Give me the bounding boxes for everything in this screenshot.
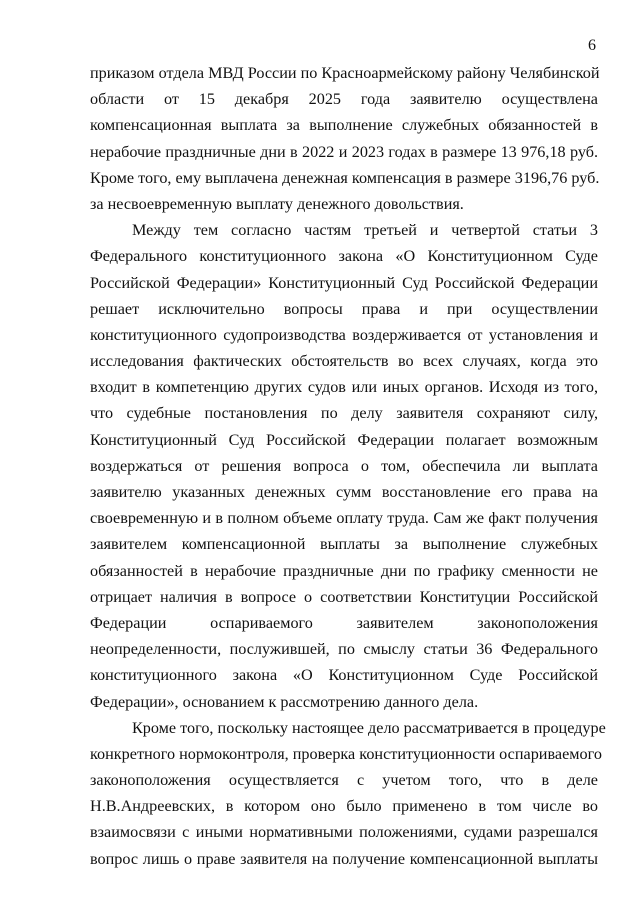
paragraph-2 [90, 217, 598, 715]
text-line: компенсационная выплата за выполнение служебных обязанностей в [90, 116, 598, 135]
text-line: заявителем компенсационной выплаты за выполнение служебных [90, 535, 598, 554]
text-line: Федерального конституционного закона «О Конституционном Суде [90, 247, 598, 266]
text-line: области от 15 декабря 2025 года заявителю осуществлена [90, 90, 598, 109]
text-line: воздержаться от решения вопроса о том, обеспечила ли выплата [90, 456, 598, 475]
text-line: исследования фактических обстоятельств во всех случаях, когда это [90, 352, 598, 371]
page-number: 6 [588, 37, 596, 54]
text-line: входит в компетенцию других судов или иных органов. Исходя из того, [90, 378, 598, 397]
text-line: конкретного нормоконтроля, проверка конституционности оспариваемого [90, 744, 602, 763]
text-line: конституционного судопроизводства воздерживается от установления и [90, 325, 598, 344]
text-line: Федерации», основанием к рассмотрению данного дела. [90, 692, 479, 711]
text-line: Кроме того, поскольку настоящее дело рассматривается в процедуре [132, 718, 606, 737]
paragraph-3 [90, 715, 606, 872]
text-line: вопрос лишь о праве заявителя на получение компенсационной выплаты [90, 849, 598, 868]
text-line: решает исключительно вопросы права и при осуществлении [90, 299, 598, 318]
text-line: конституционного закона «О Конституционном Суде Российской [90, 666, 598, 685]
text-line: Между тем согласно частям третьей и четвертой статьи 3 [132, 221, 598, 240]
text-line: неопределенности, послужившей, по смыслу статьи 36 Федерального [90, 640, 598, 659]
text-line: законоположения осуществляется с учетом того, что в деле [90, 771, 598, 790]
text-line: приказом отдела МВД России по Красноармейскому району Челябинской [90, 64, 600, 82]
text-line: Федерации оспариваемого заявителем законоположения [90, 613, 598, 632]
text-line: Кроме того, ему выплачена денежная компенсация в размере 3196,76 руб. [90, 168, 600, 187]
paragraph-1 [90, 60, 598, 217]
text-line: взаимосвязи с иными нормативными положениями, судами разрешался [90, 823, 598, 842]
text-line: Н.В.Андреевских, в котором оно было применено в том числе во [90, 797, 598, 816]
text-line: за несвоевременную выплату денежного довольствия. [90, 194, 464, 213]
text-line: своевременную и в полном объеме оплату труда. Сам же факт получения [90, 509, 598, 528]
text-line: обязанностей в нерабочие праздничные дни по графику сменности не [90, 561, 598, 580]
text-line: заявителю указанных денежных сумм восстановление его права на [90, 483, 598, 501]
text-line: Российской Федерации» Конституционный Суд Российской Федерации [90, 273, 598, 292]
text-line: отрицает наличия в вопросе о соответствии Конституции Российской [90, 587, 598, 606]
text-line: нерабочие праздничные дни в 2022 и 2023 годах в размере 13 976,18 руб. [90, 142, 598, 161]
text-line: что судебные постановления по делу заявителя сохраняют силу, [90, 404, 598, 423]
text-line: Конституционный Суд Российской Федерации полагает возможным [90, 430, 598, 449]
document-body [90, 60, 606, 872]
